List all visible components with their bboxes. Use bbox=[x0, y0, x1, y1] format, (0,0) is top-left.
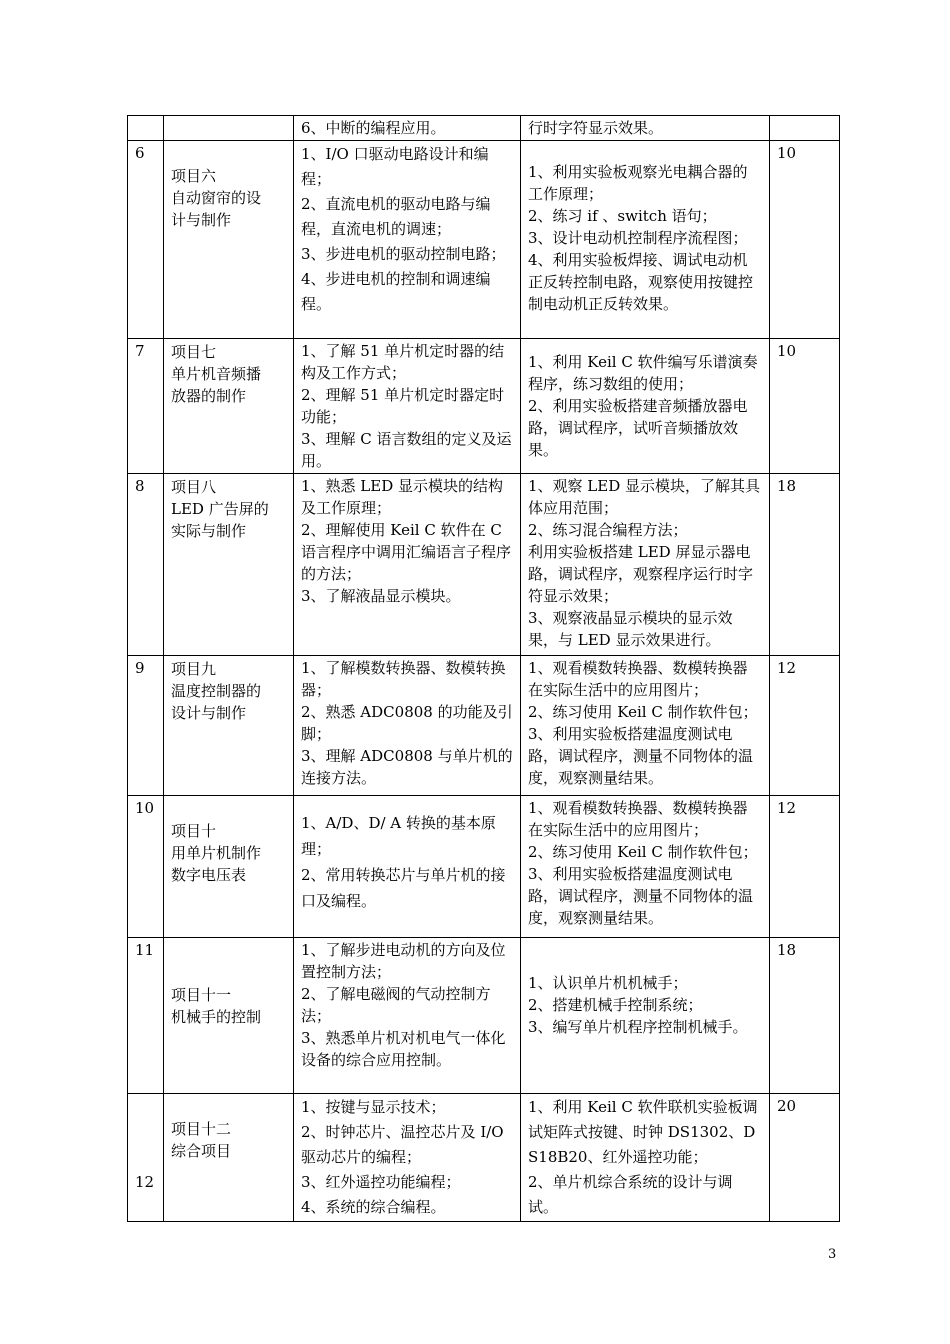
table-row bbox=[128, 339, 840, 474]
hours-cell: 18 bbox=[770, 474, 840, 656]
knowledge-line: 2、常用转换芯片与单片机的接口及编程。 bbox=[301, 866, 506, 910]
table-row bbox=[128, 474, 840, 656]
table-body bbox=[128, 116, 840, 1222]
knowledge-cell bbox=[294, 339, 521, 474]
practice-cell bbox=[521, 141, 770, 339]
knowledge-line: 2、直流电机的驱动电路与编程，直流电机的调速； bbox=[301, 195, 491, 238]
hours-cell: 12 bbox=[770, 796, 840, 938]
knowledge-line: 2、理解使用 Keil C 软件在 C 语言程序中调用汇编语言子程序的方法； bbox=[301, 521, 512, 583]
knowledge-line: 3、了解液晶显示模块。 bbox=[301, 587, 461, 605]
knowledge-cell bbox=[294, 1094, 521, 1222]
knowledge-cell bbox=[294, 116, 521, 141]
project-line: 综合项目 bbox=[171, 1142, 232, 1160]
project-line: 温度控制器的 bbox=[171, 682, 262, 700]
practice-line: 3、设计电动机控制程序流程图； bbox=[528, 229, 748, 247]
project-line: LED 广告屏的 bbox=[171, 500, 269, 518]
row-number: 11 bbox=[128, 938, 164, 1094]
practice-cell bbox=[521, 938, 770, 1094]
project-line: 实际与制作 bbox=[171, 522, 247, 540]
knowledge-line: 2、了解电磁阀的气动控制方法； bbox=[301, 985, 491, 1025]
practice-line: 1、利用 Keil C 软件联机实验板调试矩阵式按键、时钟 DS1302、DS18B20、红外遥控功能； bbox=[528, 1098, 758, 1166]
knowledge-line: 1、了解 51 单片机定时器的结构及工作方式； bbox=[301, 342, 505, 382]
knowledge-line: 3、红外遥控功能编程； bbox=[301, 1173, 461, 1191]
practice-line: 2、练习混合编程方法； bbox=[528, 521, 688, 539]
page-number: 3 bbox=[828, 1247, 837, 1262]
project-cell bbox=[164, 339, 294, 474]
practice-line: 1、观察 LED 显示模块，了解其具体应用范围； bbox=[528, 477, 761, 517]
table-row bbox=[128, 116, 840, 141]
hours-cell: 20 bbox=[770, 1094, 840, 1222]
project-cell bbox=[164, 796, 294, 938]
hours-cell: 10 bbox=[770, 141, 840, 339]
project-line: 项目十二 bbox=[171, 1120, 232, 1138]
practice-line: 2、练习 if 、switch 语句； bbox=[528, 207, 717, 225]
course-schedule-table bbox=[127, 115, 840, 1222]
knowledge-line: 1、I/O 口驱动电路设计和编程； bbox=[301, 145, 489, 188]
project-line: 用单片机制作 bbox=[171, 844, 262, 862]
practice-line: 2、练习使用 Keil C 制作软件包； bbox=[528, 703, 758, 721]
project-line: 项目八 bbox=[171, 478, 217, 496]
project-line: 项目十 bbox=[171, 822, 217, 840]
row-number: 7 bbox=[128, 339, 164, 474]
practice-line: 1、利用实验板观察光电耦合器的工作原理； bbox=[528, 163, 748, 203]
knowledge-line: 1、了解步进电动机的方向及位置控制方法； bbox=[301, 941, 506, 981]
row-number: 8 bbox=[128, 474, 164, 656]
knowledge-line: 1、按键与显示技术； bbox=[301, 1098, 446, 1116]
knowledge-line: 2、理解 51 单片机定时器定时功能； bbox=[301, 386, 505, 426]
practice-line: 2、利用实验板搭建音频播放器电路，调试程序，试听音频播放效果。 bbox=[528, 397, 748, 459]
practice-line: 2、练习使用 Keil C 制作软件包； bbox=[528, 843, 758, 861]
practice-cell bbox=[521, 796, 770, 938]
table-row bbox=[128, 656, 840, 796]
project-line: 自动窗帘的设 bbox=[171, 189, 262, 207]
project-line: 计与制作 bbox=[171, 211, 232, 229]
practice-cell bbox=[521, 116, 770, 141]
project-cell bbox=[164, 116, 294, 141]
practice-line: 4、利用实验板焊接、调试电动机正反转控制电路，观察使用按键控制电动机正反转效果。 bbox=[528, 251, 754, 313]
project-cell bbox=[164, 474, 294, 656]
knowledge-cell bbox=[294, 938, 521, 1094]
row-number: 6 bbox=[128, 141, 164, 339]
project-line: 数字电压表 bbox=[171, 866, 247, 884]
knowledge-line: 3、理解 ADC0808 与单片机的连接方法。 bbox=[301, 747, 513, 787]
practice-cell bbox=[521, 656, 770, 796]
table-row bbox=[128, 938, 840, 1094]
practice-line: 1、观看模数转换器、数模转换器在实际生活中的应用图片； bbox=[528, 659, 748, 699]
practice-line: 3、利用实验板搭建温度测试电路，调试程序，测量不同物体的温度，观察测量结果。 bbox=[528, 725, 754, 787]
project-cell bbox=[164, 938, 294, 1094]
knowledge-line: 4、步进电机的控制和调速编程。 bbox=[301, 270, 491, 313]
knowledge-line: 1、A/D、D/ A 转换的基本原理； bbox=[301, 814, 496, 858]
table-row bbox=[128, 141, 840, 339]
knowledge-cell bbox=[294, 141, 521, 339]
project-line: 项目十一 bbox=[171, 986, 232, 1004]
row-number: 9 bbox=[128, 656, 164, 796]
knowledge-cell bbox=[294, 474, 521, 656]
practice-line: 3、编写单片机程序控制机械手。 bbox=[528, 1018, 748, 1036]
knowledge-line: 4、系统的综合编程。 bbox=[301, 1198, 446, 1216]
project-line: 项目九 bbox=[171, 660, 217, 678]
row-number bbox=[128, 116, 164, 141]
project-line: 项目六 bbox=[171, 167, 217, 185]
row-number: 10 bbox=[128, 796, 164, 938]
knowledge-line: 2、熟悉 ADC0808 的功能及引脚； bbox=[301, 703, 513, 743]
knowledge-line: 3、理解 C 语言数组的定义及运用。 bbox=[301, 430, 512, 470]
practice-cell bbox=[521, 474, 770, 656]
knowledge-line: 3、熟悉单片机对机电气一体化设备的综合应用控制。 bbox=[301, 1029, 506, 1069]
practice-line: 1、观看模数转换器、数模转换器在实际生活中的应用图片； bbox=[528, 799, 748, 839]
practice-line: 行时字符显示效果。 bbox=[528, 119, 664, 137]
table-row bbox=[128, 796, 840, 938]
knowledge-line: 3、步进电机的驱动控制电路； bbox=[301, 245, 506, 263]
hours-cell: 18 bbox=[770, 938, 840, 1094]
table-row bbox=[128, 1094, 840, 1222]
practice-line: 1、认识单片机机械手； bbox=[528, 974, 688, 992]
project-line: 项目七 bbox=[171, 343, 217, 361]
practice-line: 利用实验板搭建 LED 屏显示器电路，调试程序，观察程序运行时字符显示效果； bbox=[528, 543, 754, 605]
hours-cell: 12 bbox=[770, 656, 840, 796]
project-line: 放器的制作 bbox=[171, 387, 247, 405]
practice-line: 2、搭建机械手控制系统； bbox=[528, 996, 703, 1014]
practice-line: 3、利用实验板搭建温度测试电路，调试程序，测量不同物体的温度，观察测量结果。 bbox=[528, 865, 754, 927]
knowledge-cell bbox=[294, 656, 521, 796]
project-line: 机械手的控制 bbox=[171, 1008, 262, 1026]
hours-cell: 10 bbox=[770, 339, 840, 474]
knowledge-line: 1、了解模数转换器、数模转换器； bbox=[301, 659, 506, 699]
practice-line: 2、单片机综合系统的设计与调试。 bbox=[528, 1173, 733, 1216]
project-line: 单片机音频播 bbox=[171, 365, 262, 383]
practice-line: 1、利用 Keil C 软件编写乐谱演奏程序，练习数组的使用； bbox=[528, 353, 758, 393]
practice-line: 3、观察液晶显示模块的显示效果，与 LED 显示效果进行。 bbox=[528, 609, 733, 649]
hours-cell bbox=[770, 116, 840, 141]
practice-cell bbox=[521, 1094, 770, 1222]
project-cell bbox=[164, 656, 294, 796]
project-line: 设计与制作 bbox=[171, 704, 247, 722]
row-number: 12 bbox=[128, 1094, 164, 1222]
knowledge-cell bbox=[294, 796, 521, 938]
project-cell bbox=[164, 1094, 294, 1222]
knowledge-line: 2、时钟芯片、温控芯片及 I/O 驱动芯片的编程； bbox=[301, 1123, 504, 1166]
practice-cell bbox=[521, 339, 770, 474]
knowledge-line: 6、中断的编程应用。 bbox=[301, 119, 446, 137]
project-cell bbox=[164, 141, 294, 339]
knowledge-line: 1、熟悉 LED 显示模块的结构及工作原理； bbox=[301, 477, 504, 517]
